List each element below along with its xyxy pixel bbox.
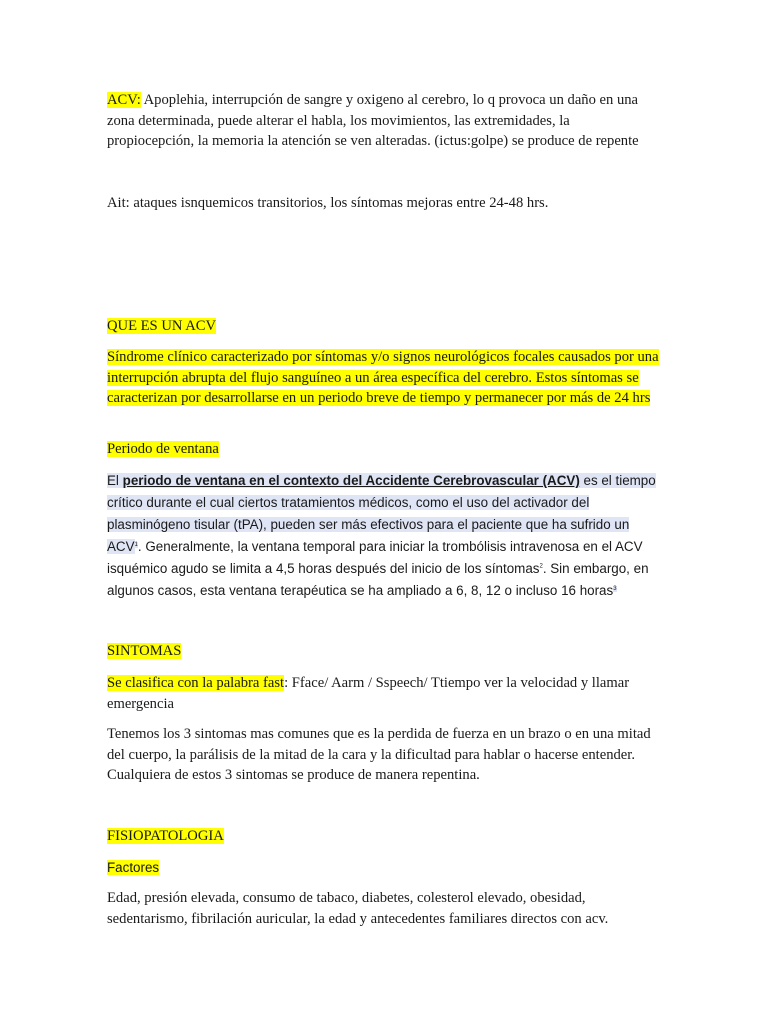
sintomas-body: Tenemos los 3 sintomas mas comunes que es la perdida de fuerza en un brazo o en una mitad del cuerpo, la parálisis de la mitad de la cara y la dificultad para hablar o hacerse entender. Cualquiera de estos 3 sintomas se produce de manera repentina. — [107, 726, 651, 784]
ventana-part-3: . Sin embargo, en algunos casos, esta ventana terapéutica se ha ampliado a 6, 8, 12 o incluso 16 horas — [107, 561, 649, 598]
que-es-body — [107, 347, 659, 409]
fast-highlight: Se clasifica con la palabra fast — [107, 675, 285, 691]
factores-heading-text: Factores — [107, 860, 160, 875]
que-es-heading — [107, 316, 659, 337]
acv-term: ACV: — [107, 92, 141, 108]
ventana-part-2: . Generalmente, la ventana temporal para iniciar la trombólisis intravenosa en el ACV isquémico agudo se limita a 4,5 horas después del inicio de los síntomas — [107, 539, 643, 576]
factores-body: Edad, presión elevada, consumo de tabaco, diabetes, colesterol elevado, obesidad, sedentarismo, fibrilación auricular, la edad y antecedentes familiares directos con acv. — [107, 890, 609, 927]
fisio-heading-text: FISIOPATOLOGIA — [107, 828, 224, 844]
sintomas-heading-text: SINTOMAS — [107, 643, 182, 659]
acv-definition-text: Apoplehia, interrupción de sangre y oxigeno al cerebro, lo q provoca un daño en una zona determinada, puede alterar el habla, los movimientos, las extremidades, la propiocepción, la memoria la atención se ven alteradas. (ictus:golpe) se produce de repente — [107, 92, 639, 150]
ventana-body — [107, 470, 659, 602]
que-es-heading-text: QUE ES UN ACV — [107, 318, 217, 334]
factores-heading — [107, 857, 659, 879]
acv-definition — [107, 90, 659, 152]
que-es-body-text: Síndrome clínico caracterizado por síntomas y/o signos neurológicos focales causados por una interrupción abrupta del flujo sanguíneo a un área específica del cerebro. Estos síntomas se caracterizan por desarrollarse en un periodo breve de tiempo y permanecer por más de 24 hrs — [107, 349, 659, 407]
sintomas-fast — [107, 673, 659, 714]
ventana-lead: El — [107, 473, 123, 488]
citation-1[interactable]: 1 — [134, 541, 138, 548]
ventana-link[interactable]: periodo de ventana en el contexto del Accidente Cerebrovascular (ACV) — [122, 473, 580, 488]
ventana-heading-text: Periodo de ventana — [107, 441, 219, 457]
fisio-heading — [107, 826, 659, 847]
fast-rest: : Fface/ Aarm / Sspeech/ Ttiempo ver la velocidad y llamar emergencia — [107, 675, 630, 712]
citation-2[interactable]: 2 — [539, 563, 543, 570]
sintomas-heading — [107, 641, 659, 662]
ait-definition: Ait: ataques isnquemicos transitorios, los síntomas mejoras entre 24-48 hrs. — [107, 195, 549, 211]
ventana-heading — [107, 439, 659, 460]
ventana-part-1: es el tiempo crítico durante el cual ciertos tratamientos médicos, como el uso del activador del plasminógeno tisular (tPA), pueden ser más efectivos para el paciente que ha sufrido un ACV — [107, 473, 656, 554]
citation-3[interactable]: 3 — [613, 585, 617, 592]
